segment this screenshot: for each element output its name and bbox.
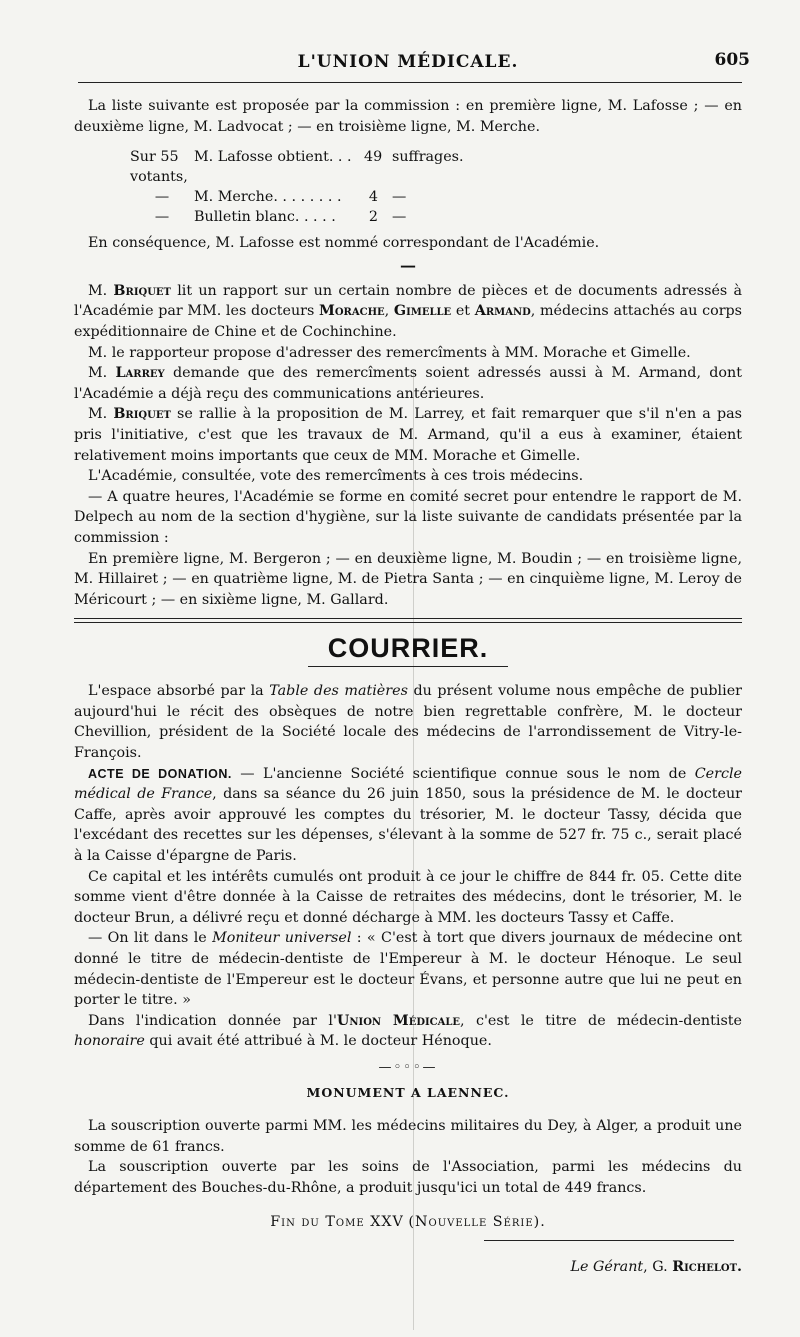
gerant-rule (484, 1240, 734, 1241)
text: , (384, 303, 394, 320)
header-rule (78, 82, 742, 83)
text: L'espace absorbé par la (88, 683, 270, 700)
vote-count: 2 (368, 209, 378, 226)
vote-unit: — (392, 209, 407, 226)
text: du présent volume nous empêche de publier aujourd'hui le récit des obsèques de notre bien regrettable confrère, M. le docteur Chevillion, président de la Société locale des médecins de l'arrondissement de Vitry-le-François. (74, 683, 742, 762)
subscription-alger-paragraph: La souscription ouverte parmi MM. les médecins militaires du Dey, à Alger, a produit une somme de 61 francs. (74, 1117, 742, 1155)
speaker-name: Briquet (113, 406, 171, 423)
donation-lead: ACTE DE DONATION. (88, 766, 232, 781)
gerant-name: Richelot. (672, 1259, 742, 1276)
text: , médecins attachés au corps expéditionnaire de Chine et de Cochinchine. (74, 303, 743, 340)
larrey-paragraph (74, 363, 742, 404)
vote-label: Sur 55 votants, (130, 149, 188, 186)
text: — L'ancienne Société scientifique connue sous le nom de (231, 765, 695, 782)
vote-label: — (154, 189, 170, 206)
journal-name: Union Médicale (336, 1012, 461, 1029)
vote-row (130, 147, 742, 187)
vote-label: — (154, 209, 170, 226)
vote-count: 49 (364, 149, 383, 166)
text: lit un rapport sur un certain nombre de pièces et de documents adressés à l'Académie par MM. les docteurs (74, 282, 742, 320)
courrier-underline (308, 666, 508, 667)
academy-vote-paragraph: L'Académie, consultée, vote des remercîments à ces trois médecins. (88, 468, 584, 485)
union-medicale-paragraph (74, 1011, 742, 1052)
ornament-divider: —◦◦◦— (378, 1059, 438, 1075)
text: et (451, 303, 475, 320)
section-double-rule (74, 618, 742, 623)
page-body (74, 96, 742, 1275)
vote-count: 4 (368, 189, 378, 206)
text: , dans sa séance du 26 juin 1850, sous la présidence de M. le docteur Caffe, après avoir approuvé les comptes du trésorier, M. le docteur Tassy, décida que l'excédant des recettes sur les dépenses, s'élevant à la somme de 527 fr. 75 c., serait placé à la Caisse d'épargne de Paris. (74, 786, 742, 865)
intro-paragraph: La liste suivante est proposée par la commission : en première ligne, M. Lafosse ; — en deuxième ligne, M. Ladvocat ; — en troisième ligne, M. Merche. (74, 98, 742, 135)
text: : « C'est à tort que divers journaux de médecine ont donné le titre de médecin-dentiste de l'Empereur à M. le docteur Hénoque. Le seul médecin-dentiste de l'Empereur est le docteur Évans, et personne autre que lui ne peut en porter le titre. » (74, 930, 742, 1009)
text: M. (88, 365, 116, 382)
page-number: 605 (714, 50, 750, 70)
courrier-heading: COURRIER. (327, 633, 489, 664)
secret-committee-paragraph: — A quatre heures, l'Académie se forme en comité secret pour entendre le rapport de M. Delpech au nom de la section d'hygiène, sur la liste suivante de candidats présentée par la commission : (74, 488, 742, 546)
separator-dash: — (400, 255, 416, 275)
person-name: Gimelle (393, 303, 452, 320)
vote-candidate: M. Merche. . . . . . . . (194, 189, 342, 206)
vote-candidate: Bulletin blanc. . . . . (194, 209, 336, 226)
text: M. (88, 282, 114, 299)
speaker-name: Briquet (113, 282, 171, 299)
text: demande que des remercîments soient adressés aussi à M. Armand, dont l'Académie a déjà reçu des communications antérieures. (74, 365, 742, 402)
fin-du-tome: Fin du Tome XXV (270, 1214, 404, 1231)
vote-table (130, 147, 742, 227)
end-of-volume (74, 1214, 742, 1230)
correspondant-paragraph: En conséquence, M. Lafosse est nommé correspondant de l'Académie. (88, 235, 600, 252)
vote-unit: — (392, 189, 407, 206)
candidates-paragraph: En première ligne, M. Bergeron ; — en deuxième ligne, M. Boudin ; — en troisième ligne, M. Hillairet ; — en quatrième ligne, M. de Pietra Santa ; — en cinquième ligne, M. Leroy de Méricourt ; — en sixième ligne, M. Gallard. (74, 550, 742, 608)
capital-paragraph: Ce capital et les intérêts cumulés ont produit à ce jour le chiffre de 844 fr. 05. Cette dite somme vient d'être donnée à la Caisse de retraites des médecins, dont le trésorier, M. le docteur Brun, a délivré reçu et donné décharge à MM. les docteurs Tassy et Caffe. (74, 868, 742, 926)
text: — On lit dans le (88, 930, 213, 947)
briquet-reply-paragraph (74, 404, 742, 466)
nouvelle-serie: (Nouvelle Série). (408, 1214, 546, 1231)
vote-row (130, 187, 742, 207)
italic-text: honoraire (74, 1033, 145, 1050)
moniteur-paragraph (74, 928, 742, 1010)
page-header (74, 0, 750, 72)
gerant-signature (74, 1259, 742, 1275)
text: se rallie à la proposition de M. Larrey, et fait remarquer que s'il n'en a pas pris l'initiative, c'est que les travaux de M. Armand, qu'il a eus à examiner, étaient relativement moins importants que ceux de MM. Morache et Gimelle. (74, 406, 742, 464)
rapporteur-paragraph: M. le rapporteur propose d'adresser des remercîments à MM. Morache et Gimelle. (88, 344, 691, 361)
gerant-label: Le Gérant (570, 1259, 644, 1276)
donation-paragraph (74, 764, 742, 867)
text: Dans l'indication donnée par l' (88, 1012, 337, 1029)
person-name: Morache (319, 303, 385, 320)
vote-unit: suffrages. (392, 149, 464, 166)
speaker-name: Larrey (115, 365, 165, 382)
vote-candidate: M. Lafosse obtient. . . (194, 149, 352, 166)
subscription-bouches-du-rhone-paragraph: La souscription ouverte par les soins de l'Association, parmi les médecins du département des Bouches-du-Rhône, a produit jusqu'ici un total de 449 francs. (74, 1159, 742, 1196)
italic-text: Cercle médical de France (74, 765, 742, 803)
monument-heading: MONUMENT A LAENNEC. (306, 1084, 510, 1100)
italic-text: Table des matières (269, 683, 408, 700)
courrier-paragraph-obituary (74, 681, 742, 763)
text: M. (88, 406, 114, 423)
vote-row (130, 207, 742, 227)
briquet-report-paragraph (74, 281, 742, 343)
text: qui avait été attribué à M. le docteur Hénoque. (144, 1033, 492, 1050)
italic-text: Moniteur universel (212, 930, 352, 947)
text: , c'est le titre de médecin-dentiste (460, 1012, 742, 1029)
person-name: Armand (474, 303, 531, 320)
text: , G. (643, 1259, 673, 1276)
running-title: L'UNION MÉDICALE. (297, 52, 519, 72)
